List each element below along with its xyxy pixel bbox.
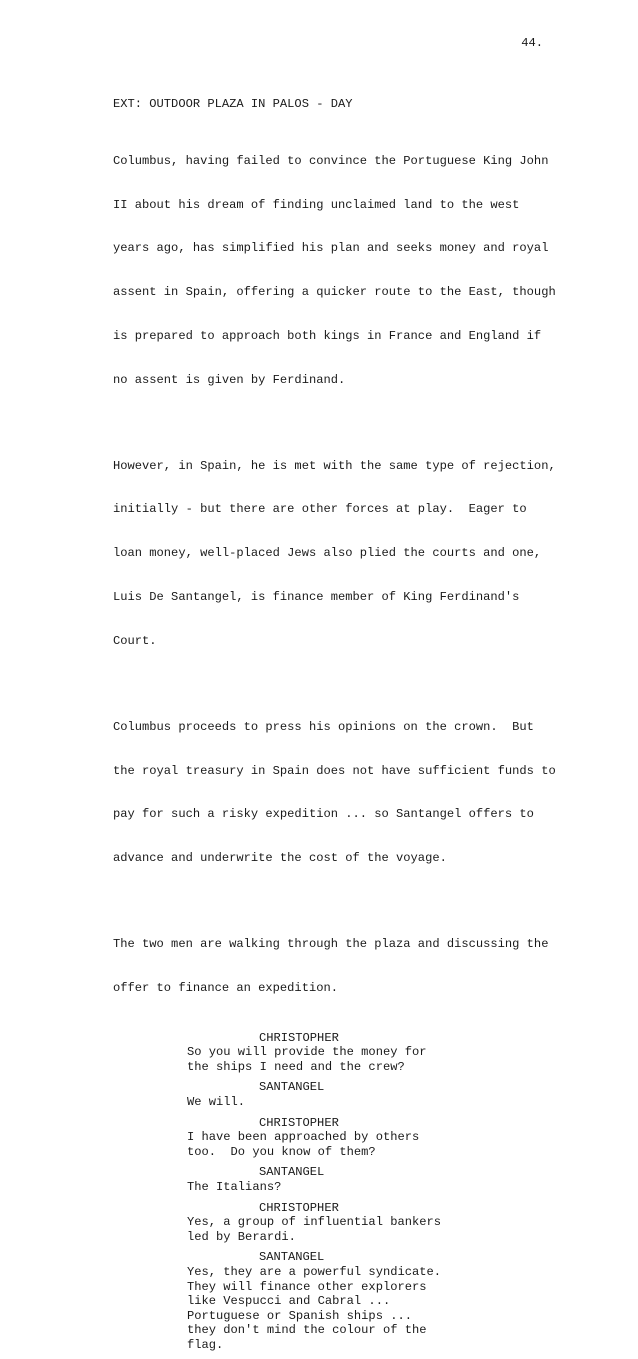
action-line: is prepared to approach both kings in France and England if bbox=[113, 328, 542, 343]
action-line: initially - but there are other forces at play. Eager to bbox=[113, 502, 527, 517]
dialogue-line: like Vespucci and Cabral ... bbox=[187, 1294, 391, 1309]
action-line: years ago, has simplified his plan and seeks money and royal bbox=[113, 241, 549, 256]
action-paragraph bbox=[113, 429, 573, 677]
dialogue-line: The Italians? bbox=[187, 1179, 282, 1194]
dialogue-block bbox=[113, 1031, 573, 1075]
action-paragraph bbox=[113, 691, 573, 895]
action-line: offer to finance an expedition. bbox=[113, 980, 338, 995]
action-line: advance and underwrite the cost of the voyage. bbox=[113, 851, 447, 866]
action-line: pay for such a risky expedition ... so Santangel offers to bbox=[113, 807, 534, 822]
action-line: the royal treasury in Spain does not have sufficient funds to bbox=[113, 763, 556, 778]
action-line: loan money, well-placed Jews also plied the courts and one, bbox=[113, 546, 542, 561]
dialogue-line: I have been approached by others bbox=[187, 1130, 420, 1145]
dialogue-line: We will. bbox=[187, 1095, 246, 1109]
action-line: Luis De Santangel, is finance member of King Ferdinand's bbox=[113, 590, 520, 604]
dialogue-line: they don't mind the colour of the bbox=[187, 1323, 427, 1338]
dialogue-block bbox=[113, 1250, 573, 1352]
dialogue-line: They will finance other explorers bbox=[187, 1279, 427, 1294]
dialogue-line: Yes, they are a powerful syndicate. bbox=[187, 1264, 442, 1279]
action-line: no assent is given by Ferdinand. bbox=[113, 372, 346, 387]
dialogue-line: too. Do you know of them? bbox=[187, 1144, 376, 1159]
character-name: SANTANGEL bbox=[259, 1080, 325, 1095]
action-line: Columbus proceeds to press his opinions on the crown. But bbox=[113, 719, 534, 734]
action-line: assent in Spain, offering a quicker route to the East, though bbox=[113, 285, 556, 300]
character-name: SANTANGEL bbox=[259, 1250, 325, 1265]
character-name: SANTANGEL bbox=[259, 1165, 325, 1180]
dialogue-line: the ships I need and the crew? bbox=[187, 1059, 405, 1074]
dialogue-line: So you will provide the money for bbox=[187, 1045, 427, 1060]
action-line: Columbus, having failed to convince the Portuguese King John bbox=[113, 153, 549, 168]
action-line: However, in Spain, he is met with the same type of rejection, bbox=[113, 458, 556, 473]
action-line: The two men are walking through the plaza and discussing the bbox=[113, 937, 549, 952]
scene-heading: EXT: OUTDOOR PLAZA IN PALOS - DAY bbox=[113, 97, 353, 111]
dialogue-line: Yes, a group of influential bankers bbox=[187, 1215, 442, 1230]
page-number: 44. bbox=[521, 36, 543, 50]
action-paragraph bbox=[113, 125, 573, 417]
dialogue-block bbox=[113, 1080, 573, 1109]
dialogue-block bbox=[113, 1201, 573, 1245]
dialogue-block bbox=[113, 1165, 573, 1194]
character-name: CHRISTOPHER bbox=[259, 1200, 339, 1215]
action-line: Court. bbox=[113, 633, 157, 648]
character-name: CHRISTOPHER bbox=[259, 1030, 339, 1045]
action-line: II about his dream of finding unclaimed land to the west bbox=[113, 197, 520, 212]
character-name: CHRISTOPHER bbox=[259, 1115, 339, 1130]
dialogue-block bbox=[113, 1116, 573, 1160]
dialogue-line: led by Berardi. bbox=[187, 1229, 296, 1244]
script-content bbox=[113, 97, 573, 1359]
dialogue-line: flag. bbox=[187, 1337, 224, 1352]
dialogue-line: Portuguese or Spanish ships ... bbox=[187, 1308, 412, 1323]
action-paragraph bbox=[113, 908, 573, 1025]
